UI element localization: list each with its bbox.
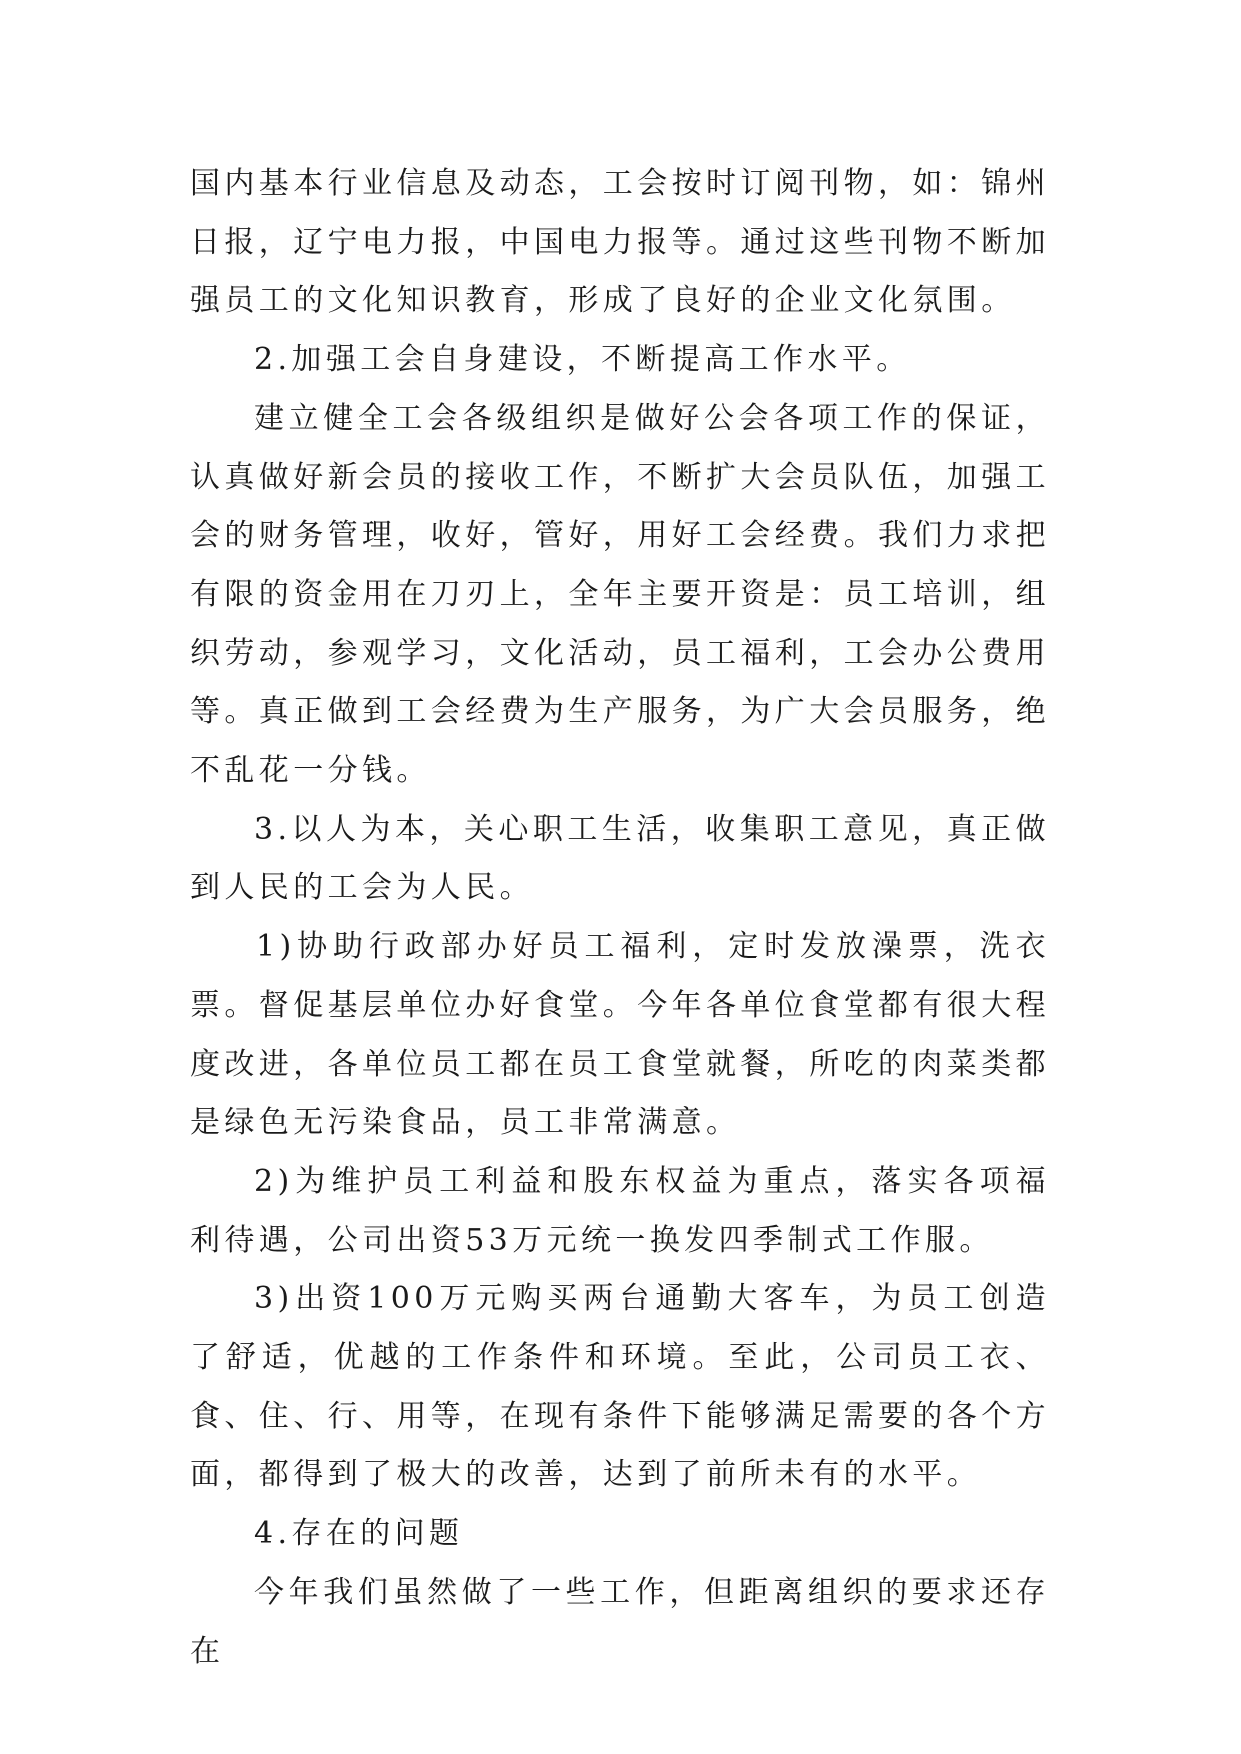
paragraph-issues: 今年我们虽然做了一些工作，但距离组织的要求还存在	[190, 1574, 1050, 1669]
list-item-buses: 3)出资100万元购买两台通勤大客车，为员工创造了舒适，优越的工作条件和环境。至此，公司员工衣、食、住、行、用等，在现有条件下能够满足需要的各个方面，都得到了极大的改善，达到了前所未有的水平。	[190, 1281, 1050, 1493]
list-item-welfare: 1)协助行政部办好员工福利，定时发放澡票，洗衣票。督促基层单位办好食堂。今年各单位食堂都有很大程度改进，各单位员工都在员工食堂就餐，所吃的肉菜类都是绿色无污染食品，员工非常满意。	[190, 929, 1050, 1141]
list-item-uniforms: 2)为维护员工利益和股东权益为重点，落实各项福利待遇，公司出资53万元统一换发四季制式工作服。	[190, 1163, 1050, 1258]
section-heading-3: 3.以人为本，关心职工生活，收集职工意见，真正做到人民的工会为人民。	[190, 811, 1050, 906]
section-heading-2: 2.加强工会自身建设，不断提高工作水平。	[254, 342, 911, 378]
section-heading-4: 4.存在的问题	[254, 1516, 464, 1552]
paragraph-organization: 建立健全工会各级组织是做好公会各项工作的保证，认真做好新会员的接收工作，不断扩大会员队伍，加强工会的财务管理，收好，管好，用好工会经费。我们力求把有限的资金用在刀刃上，全年主要开资是：员工培训，组织劳动，参观学习，文化活动，员工福利，工会办公费用等。真正做到工会经费为生产服务，为广大会员服务，绝不乱花一分钱。	[190, 400, 1050, 789]
paragraph-publications: 国内基本行业信息及动态，工会按时订阅刊物，如：锦州日报，辽宁电力报，中国电力报等。通过这些刊物不断加强员工的文化知识教育，形成了良好的企业文化氛围。	[190, 166, 1050, 319]
document-body	[190, 155, 1050, 1681]
